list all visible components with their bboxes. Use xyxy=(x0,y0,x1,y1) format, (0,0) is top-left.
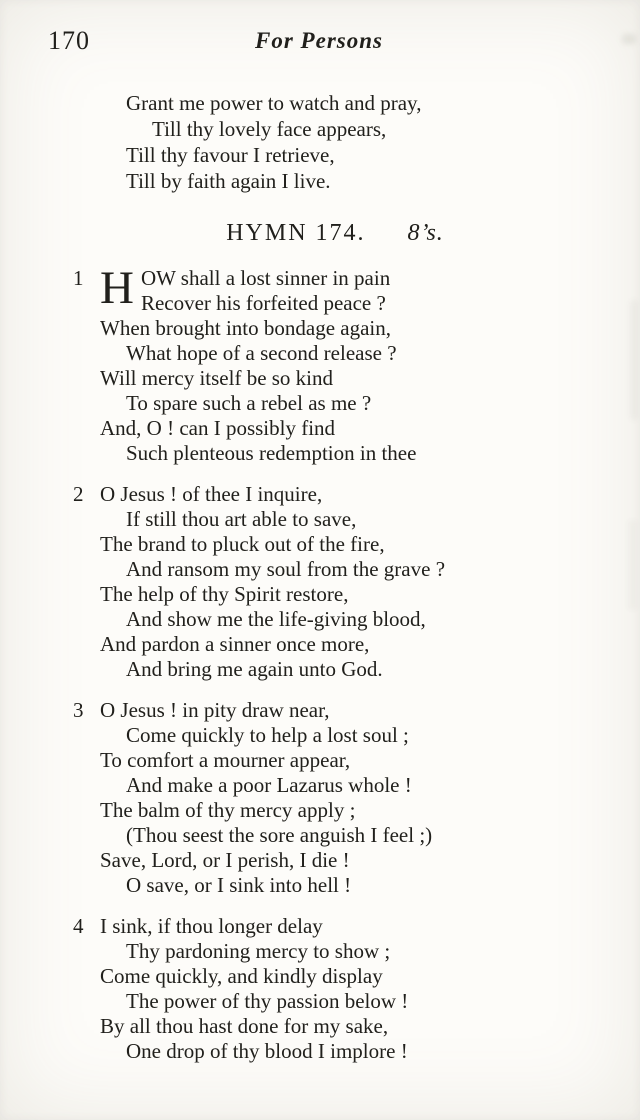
verse-line: Such plenteous redemption in thee xyxy=(126,441,417,465)
verse-line: (Thou seest the sore anguish I feel ;) xyxy=(126,823,433,847)
scan-artifact xyxy=(622,34,636,44)
stanza-number: 4 xyxy=(73,914,84,938)
verse-line: The brand to pluck out of the fire, xyxy=(100,532,385,556)
stanza-lines xyxy=(100,698,570,898)
verse-line: Till thy favour I retrieve, xyxy=(126,143,335,167)
stanza-lines xyxy=(100,482,570,682)
verse-line: The help of thy Spirit restore, xyxy=(100,582,349,606)
verse-line: I sink, if thou longer delay xyxy=(100,914,323,938)
prelude-stanza xyxy=(126,90,570,194)
stanza xyxy=(73,482,570,682)
verse-line: Thy pardoning mercy to show ; xyxy=(126,939,391,963)
page-content xyxy=(73,90,570,1064)
verse-line: Till by faith again I live. xyxy=(126,169,331,193)
verse-line: The balm of thy mercy apply ; xyxy=(100,798,356,822)
stanza-list xyxy=(73,262,570,1064)
verse-line: Will mercy itself be so kind xyxy=(100,366,334,390)
stanza-lines xyxy=(100,262,570,466)
verse-line: Grant me power to watch and pray, xyxy=(126,91,422,115)
hymn-meter: 8’s. xyxy=(407,220,444,246)
verse-line: OW shall a lost sinner in pain xyxy=(140,266,391,290)
running-header: For Persons xyxy=(255,28,383,53)
verse-line: Come quickly, and kindly display xyxy=(100,964,383,988)
scan-artifact xyxy=(630,300,638,420)
stanza xyxy=(73,698,570,898)
page-header xyxy=(48,26,590,60)
verse-line: O Jesus ! in pity draw near, xyxy=(100,698,330,722)
verse-line: To comfort a mourner appear, xyxy=(100,748,351,772)
verse-line: O save, or I sink into hell ! xyxy=(126,873,352,897)
verse-line: What hope of a second release ? xyxy=(126,341,397,365)
verse-line: If still thou art able to save, xyxy=(126,507,357,531)
verse-line: And ransom my soul from the grave ? xyxy=(126,557,446,581)
verse-line: And pardon a sinner once more, xyxy=(100,632,370,656)
verse-line: One drop of thy blood I implore ! xyxy=(126,1039,408,1063)
scan-artifact xyxy=(628,520,637,610)
verse-line: By all thou hast done for my sake, xyxy=(100,1014,389,1038)
verse-line: And, O ! can I possibly find xyxy=(100,416,336,440)
stanza-number: 1 xyxy=(73,266,84,290)
verse-line: And make a poor Lazarus whole ! xyxy=(126,773,412,797)
verse-line: And bring me again unto God. xyxy=(126,657,383,681)
hymn-title xyxy=(100,220,570,250)
verse-line: Come quickly to help a lost soul ; xyxy=(126,723,409,747)
verse-line: Till thy lovely face appears, xyxy=(152,117,387,141)
verse-line: And show me the life-giving blood, xyxy=(126,607,426,631)
verse-line: When brought into bondage again, xyxy=(100,316,392,340)
stanza-number: 3 xyxy=(73,698,84,722)
drop-cap: H xyxy=(100,262,134,314)
verse-line: O Jesus ! of thee I inquire, xyxy=(100,482,323,506)
stanza-number: 2 xyxy=(73,482,84,506)
hymn-number: HYMN 174. xyxy=(226,220,366,246)
page-number: 170 xyxy=(48,26,90,55)
verse-line: To spare such a rebel as me ? xyxy=(126,391,372,415)
verse-line: The power of thy passion below ! xyxy=(126,989,409,1013)
verse-line: Save, Lord, or I perish, I die ! xyxy=(100,848,350,872)
stanza-lines xyxy=(100,914,570,1064)
stanza xyxy=(73,914,570,1064)
verse-line: Recover his forfeited peace ? xyxy=(140,291,386,315)
stanza xyxy=(73,262,570,466)
